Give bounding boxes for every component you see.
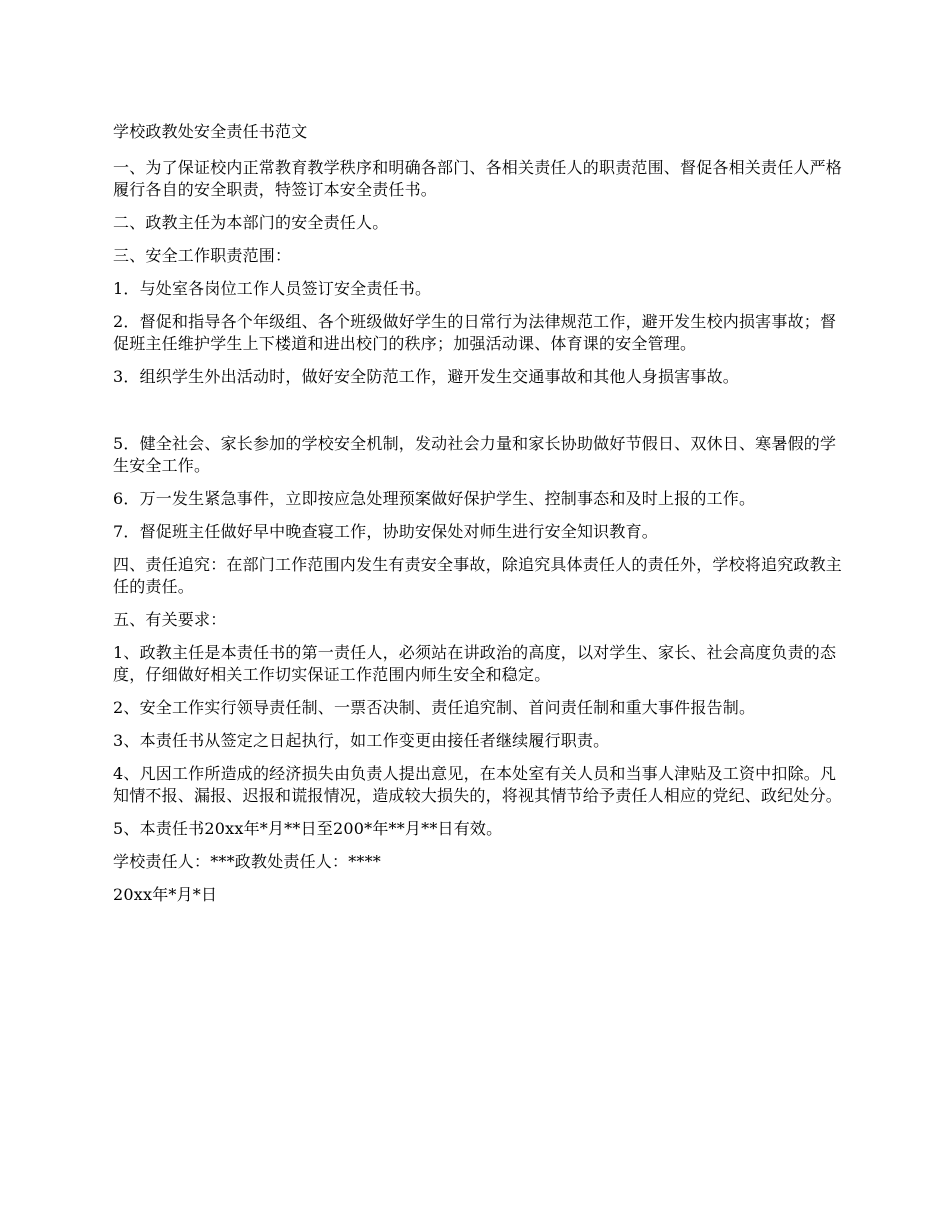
document-title: 学校政教处安全责任书范文 [113,122,308,141]
paragraph-purpose: 一、为了保证校内正常教育教学秩序和明确各部门、各相关责任人的职责范围、督促各相关责任人严格履行各自的安全职责，特签订本安全责任书。 [113,158,843,199]
document-page [113,121,843,917]
paragraph-requirements-heading: 五、有关要求： [113,610,227,629]
paragraph-item-7: 7．督促班主任做好早中晚查寝工作，协助安保处对师生进行安全知识教育。 [113,522,658,541]
signature-line: 学校责任人：***政教处责任人：**** [113,852,382,871]
paragraph-requirement-4: 4、凡因工作所造成的经济损失由负责人提出意见，在本处室有关人员和当事人津贴及工资中扣除。凡知情不报、漏报、迟报和谎报情况，造成较大损失的，将视其情节给予责任人相应的党纪、政纪处分。 [113,764,843,805]
date-line: 20xx年*月*日 [113,885,218,904]
paragraph-requirement-3: 3、本责任书从签定之日起执行，如工作变更由接任者继续履行职责。 [113,731,610,750]
paragraph-item-3: 3．组织学生外出活动时，做好安全防范工作，避开发生交通事故和其他人身损害事故。 [113,367,739,386]
paragraph-item-2: 2．督促和指导各个年级组、各个班级做好学生的日常行为法律规范工作，避开发生校内损害事故；督促班主任维护学生上下楼道和进出校门的秩序；加强活动课、体育课的安全管理。 [113,312,837,353]
paragraph-item-5: 5．健全社会、家长参加的学校安全机制，发动社会力量和家长协助做好节假日、双休日、寒暑假的学生安全工作。 [113,434,837,475]
paragraph-scope-heading: 三、安全工作职责范围： [113,246,292,265]
paragraph-requirement-2: 2、安全工作实行领导责任制、一票否决制、责任追究制、首问责任制和重大事件报告制。 [113,698,756,717]
paragraph-item-1: 1．与处室各岗位工作人员签订安全责任书。 [113,279,432,298]
paragraph-requirement-1: 1、政教主任是本责任书的第一责任人，必须站在讲政治的高度，以对学生、家长、社会高度负责的态度，仔细做好相关工作切实保证工作范围内师生安全和稳定。 [113,643,837,684]
paragraph-requirement-5: 5、本责任书20xx年*月**日至200*年**月**日有效。 [113,819,503,838]
paragraph-item-6: 6．万一发生紧急事件，立即按应急处理预案做好保护学生、控制事态和及时上报的工作。 [113,489,756,508]
blank-gap [113,399,843,433]
paragraph-accountability: 四、责任追究：在部门工作范围内发生有责安全事故，除追究具体责任人的责任外，学校将追究政教主任的责任。 [113,555,843,596]
paragraph-responsible-person: 二、政教主任为本部门的安全责任人。 [113,213,389,232]
